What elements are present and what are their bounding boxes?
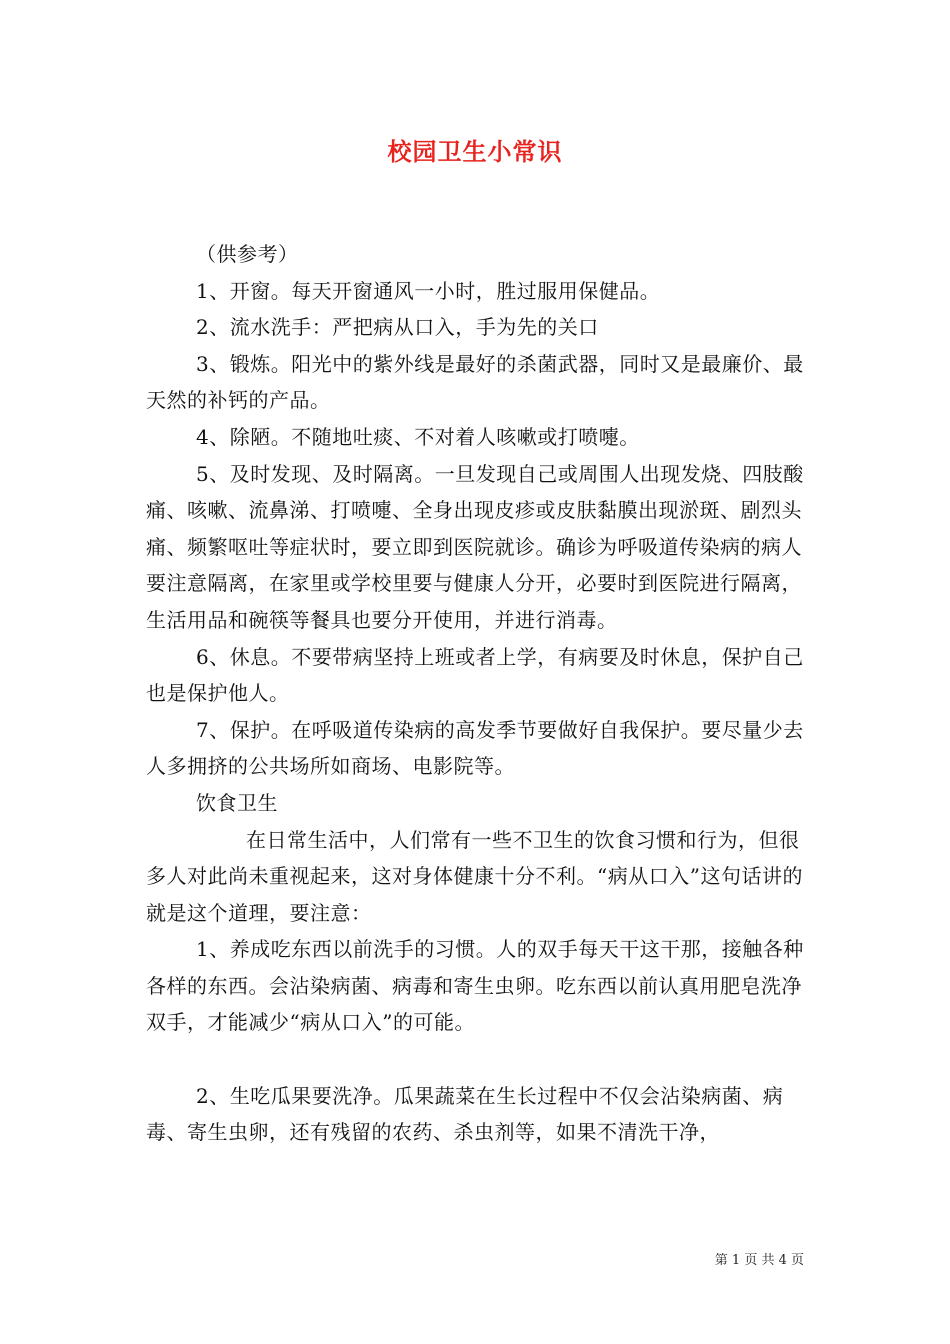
paragraph-diet-item-2: 2、生吃瓜果要洗净。瓜果蔬菜在生长过程中不仅会沾染病菌、病毒、寄生虫卵，还有残留的农药、杀虫剂等，如果不清洗干净， [146, 1083, 784, 1145]
paragraph-item-7: 7、保护。在呼吸道传染病的高发季节要做好自我保护。要尽量少去人多拥挤的公共场所如商场、电影院等。 [146, 717, 804, 779]
blank-line [146, 1041, 816, 1078]
paragraph-item-2: 2、流水洗手：严把病从口入，手为先的关口 [196, 315, 599, 340]
paragraph-item-1: 1、开窗。每天开窗通风一小时，胜过服用保健品。 [196, 278, 661, 303]
paragraph-item-3: 3、锻炼。阳光中的紫外线是最好的杀菌武器，同时又是最廉价、最天然的补钙的产品。 [146, 351, 804, 413]
paragraph-item-4: 4、除陋。不随地吐痰、不对着人咳嗽或打喷嚏。 [196, 424, 640, 449]
section-heading-diet: 饮食卫生 [196, 790, 278, 815]
paragraph-note: （供参考） [196, 242, 299, 266]
document-body [146, 236, 816, 1151]
paragraph-diet-intro: 在日常生活中，人们常有一些不卫生的饮食习惯和行为，但很多人对此尚未重视起来，这对身体健康十分不利。“病从口入”这句话讲的就是这个道理，要注意： [146, 827, 803, 925]
paragraph-item-6: 6、休息。不要带病坚持上班或者上学，有病要及时休息，保护自己也是保护他人。 [146, 644, 804, 706]
paragraph-item-5: 5、及时发现、及时隔离。一旦发现自己或周围人出现发烧、四肢酸痛、咳嗽、流鼻涕、打喷嚏、全身出现皮疹或皮肤黏膜出现淤斑、剧烈头痛、频繁呕吐等症状时，要立即到医院就诊。确诊为呼吸道传染病的病人要注意隔离，在家里或学校里要与健康人分开，必要时到医院进行隔离，生活用品和碗筷等餐具也要分开使用，并进行消毒。 [146, 461, 804, 632]
document-title: 校园卫生小常识 [387, 137, 563, 166]
page-number-footer: 第 1 页 共 4 页 [714, 1253, 804, 1268]
paragraph-diet-item-1: 1、养成吃东西以前洗手的习惯。人的双手每天干这干那，接触各种各样的东西。会沾染病菌、病毒和寄生虫卵。吃东西以前认真用肥皂洗净双手，才能减少“病从口入”的可能。 [146, 937, 804, 1035]
